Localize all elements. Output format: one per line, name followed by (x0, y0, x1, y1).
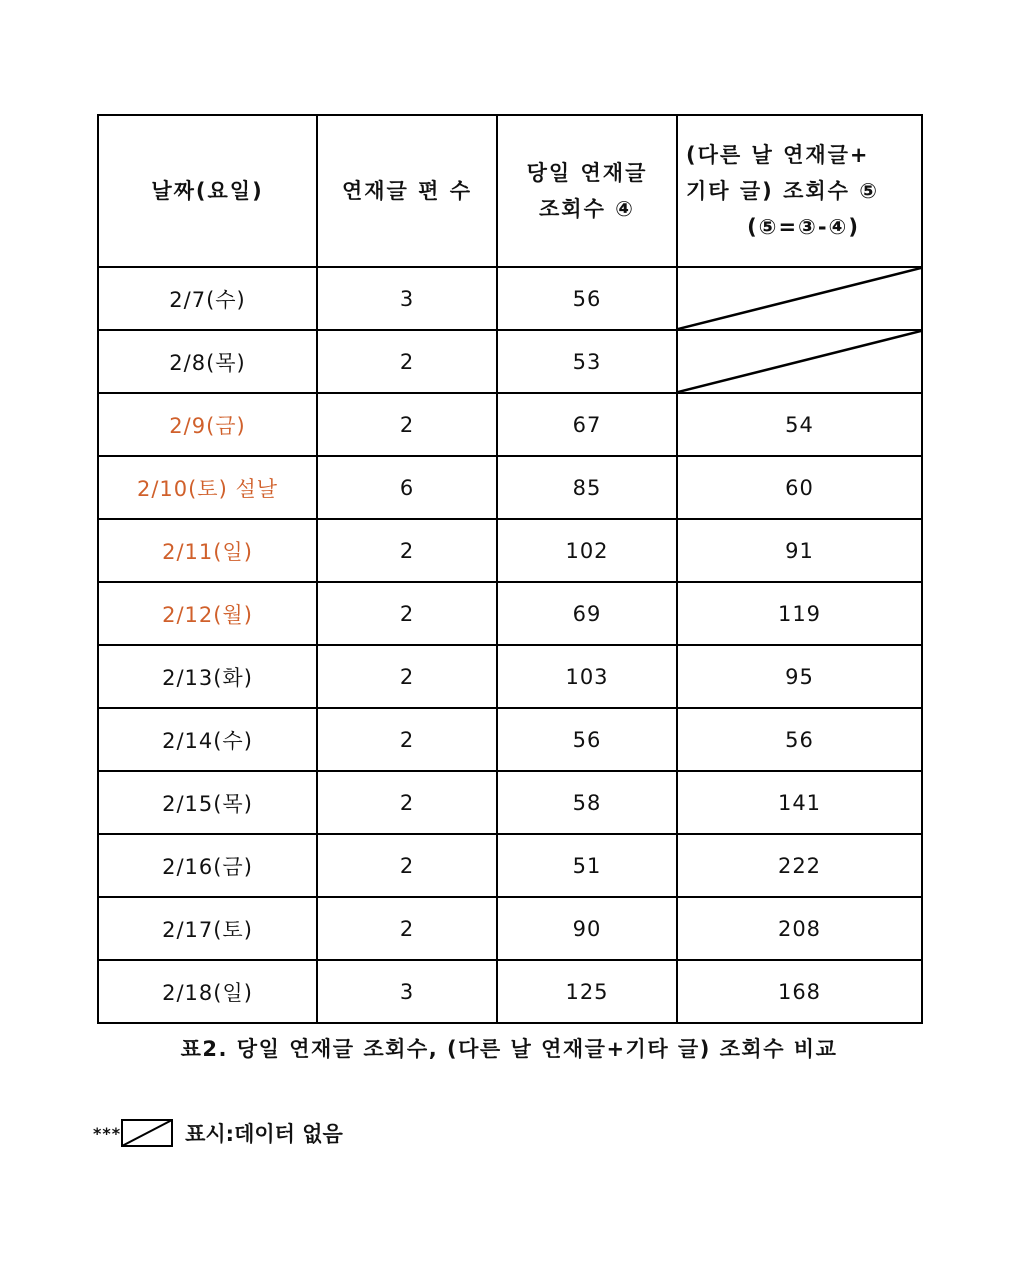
cell-post-count: 2 (317, 330, 497, 393)
cell-post-count: 3 (317, 960, 497, 1023)
table-row (98, 960, 922, 1023)
table-row (98, 897, 922, 960)
table-body (98, 267, 922, 1023)
cell-same-day-views: 102 (497, 519, 677, 582)
cell-post-count: 2 (317, 897, 497, 960)
cell-same-day-views: 103 (497, 645, 677, 708)
header-other-views-line3: (⑤=③-④) (747, 215, 860, 239)
cell-other-views: 56 (677, 708, 922, 771)
cell-same-day-views: 85 (497, 456, 677, 519)
cell-same-day-views: 56 (497, 267, 677, 330)
cell-same-day-views: 125 (497, 960, 677, 1023)
cell-other-views: 91 (677, 519, 922, 582)
cell-post-count: 2 (317, 645, 497, 708)
cell-date: 2/13(화) (98, 645, 317, 708)
table-row (98, 267, 922, 330)
header-post-count: 연재글 편 수 (317, 115, 497, 267)
table-row (98, 330, 922, 393)
cell-same-day-views: 53 (497, 330, 677, 393)
cell-same-day-views: 67 (497, 393, 677, 456)
cell-post-count: 2 (317, 708, 497, 771)
table-row (98, 456, 922, 519)
cell-other-views: 95 (677, 645, 922, 708)
cell-date: 2/14(수) (98, 708, 317, 771)
header-same-day-views-line2: 조회수 ④ (539, 197, 635, 221)
cell-date: 2/11(일) (98, 519, 317, 582)
legend-prefix: *** (93, 1123, 122, 1143)
header-other-views-line1: (다른 날 연재글+ (686, 143, 870, 167)
table-row (98, 582, 922, 645)
cell-other-views: 54 (677, 393, 922, 456)
table-row (98, 645, 922, 708)
cell-post-count: 3 (317, 267, 497, 330)
cell-same-day-views: 56 (497, 708, 677, 771)
cell-same-day-views: 69 (497, 582, 677, 645)
cell-post-count: 2 (317, 582, 497, 645)
no-data-swatch-icon (121, 1119, 173, 1147)
header-other-views-line2: 기타 글) 조회수 ⑤ (686, 179, 880, 203)
cell-date: 2/16(금) (98, 834, 317, 897)
cell-post-count: 2 (317, 519, 497, 582)
cell-no-data (677, 330, 922, 393)
cell-date: 2/9(금) (98, 393, 317, 456)
cell-date: 2/18(일) (98, 960, 317, 1023)
no-data-slash-icon (678, 331, 921, 392)
table-row (98, 771, 922, 834)
cell-other-views: 208 (677, 897, 922, 960)
table-row (98, 393, 922, 456)
cell-post-count: 2 (317, 771, 497, 834)
table-header-row (98, 115, 922, 267)
header-other-views (677, 115, 922, 267)
header-date: 날짜(요일) (98, 115, 317, 267)
legend-label: 표시:데이터 없음 (185, 1122, 343, 1146)
cell-post-count: 2 (317, 834, 497, 897)
cell-other-views: 141 (677, 771, 922, 834)
cell-other-views: 168 (677, 960, 922, 1023)
legend (93, 1115, 343, 1151)
table-row (98, 708, 922, 771)
cell-date: 2/8(목) (98, 330, 317, 393)
table-caption: 표2. 당일 연재글 조회수, (다른 날 연재글+기타 글) 조회수 비교 (180, 1037, 838, 1061)
cell-post-count: 6 (317, 456, 497, 519)
header-same-day-views (497, 115, 677, 267)
cell-date: 2/17(토) (98, 897, 317, 960)
cell-other-views: 60 (677, 456, 922, 519)
table-row (98, 834, 922, 897)
cell-other-views: 119 (677, 582, 922, 645)
cell-same-day-views: 58 (497, 771, 677, 834)
cell-other-views: 222 (677, 834, 922, 897)
table-row (98, 519, 922, 582)
cell-no-data (677, 267, 922, 330)
cell-date: 2/10(토) 설날 (98, 456, 317, 519)
cell-same-day-views: 90 (497, 897, 677, 960)
cell-date: 2/15(목) (98, 771, 317, 834)
cell-date: 2/7(수) (98, 267, 317, 330)
header-same-day-views-line1: 당일 연재글 (526, 161, 648, 185)
cell-date: 2/12(월) (98, 582, 317, 645)
views-comparison-table (97, 114, 923, 1024)
no-data-slash-icon (678, 268, 921, 329)
cell-same-day-views: 51 (497, 834, 677, 897)
cell-post-count: 2 (317, 393, 497, 456)
no-data-slash-line (678, 331, 921, 392)
no-data-slash-line (678, 268, 921, 329)
